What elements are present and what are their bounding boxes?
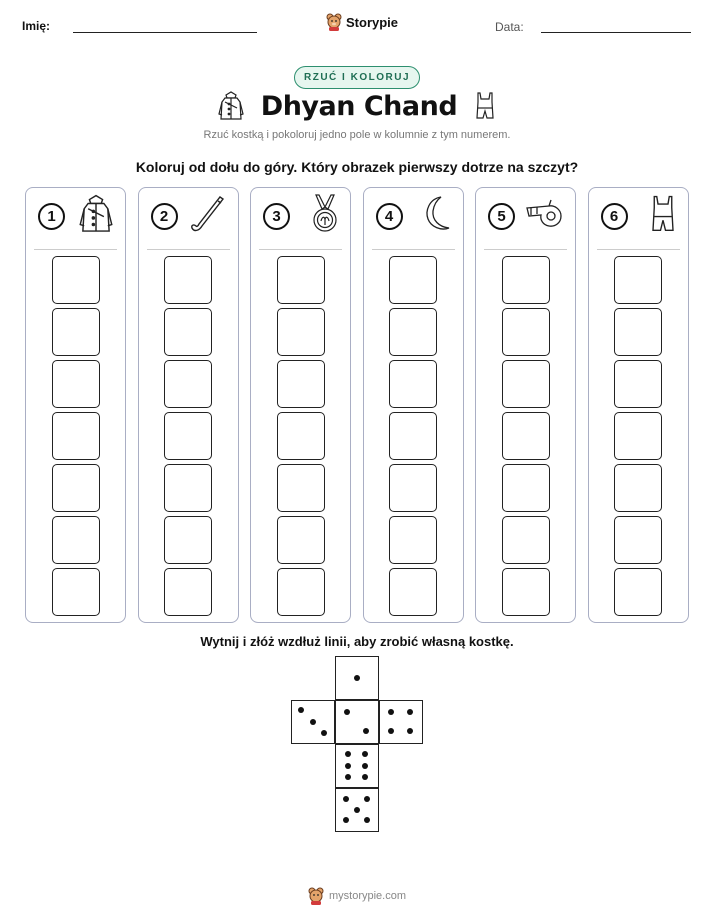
pip [344,709,350,715]
color-cell[interactable] [164,464,212,512]
color-cell[interactable] [614,464,662,512]
column-divider [147,249,230,250]
pip [362,763,368,769]
column-header [589,188,688,244]
color-cell[interactable] [52,360,100,408]
singlet-icon [473,91,497,121]
color-cell[interactable] [614,412,662,460]
instruction: Koloruj od dołu do góry. Który obrazek pierwszy dotrze na szczyt? [135,159,579,175]
column-number: 1 [38,203,65,230]
pip [388,709,394,715]
whistle-icon [523,196,565,237]
color-cell[interactable] [389,412,437,460]
pip [345,763,351,769]
pip [364,817,370,823]
color-cell[interactable] [502,568,550,616]
column-divider [34,249,117,250]
medal-icon [310,193,340,240]
color-cell[interactable] [389,568,437,616]
color-cell[interactable] [502,256,550,304]
date-label: Data: [495,20,524,34]
column-header [139,188,238,244]
color-cell[interactable] [164,360,212,408]
cell-stack [139,256,238,616]
pip [364,796,370,802]
bear-logo-icon [326,13,342,31]
column-6 [588,187,689,623]
color-cell[interactable] [614,256,662,304]
color-cell[interactable] [52,568,100,616]
bear-logo-icon [308,887,324,905]
singlet-icon [648,193,678,240]
pip [354,675,360,681]
column-header [251,188,350,244]
pip [407,709,413,715]
column-divider [259,249,342,250]
color-cell[interactable] [389,516,437,564]
color-cell[interactable] [389,360,437,408]
name-label: Imię: [22,19,51,33]
hockey-stick-icon [188,193,228,240]
color-cell[interactable] [164,568,212,616]
column-header [26,188,125,244]
title-row [0,90,714,122]
color-cell[interactable] [502,412,550,460]
footer-url[interactable]: mystorypie.com [328,890,407,902]
coat-icon [77,193,115,240]
column-number: 6 [601,203,628,230]
color-cell[interactable] [502,308,550,356]
die-face-5 [335,788,379,832]
cell-stack [26,256,125,616]
cell-stack [476,256,575,616]
pip [388,728,394,734]
column-2 [138,187,239,623]
color-cell[interactable] [52,412,100,460]
color-cell[interactable] [277,360,325,408]
pip [345,751,351,757]
column-header [476,188,575,244]
date-line[interactable] [541,32,691,33]
column-header [364,188,463,244]
crescent-moon-icon [417,193,453,240]
pip [354,807,360,813]
color-cell[interactable] [614,516,662,564]
die-face-1 [335,656,379,700]
pip [310,719,316,725]
column-divider [597,249,680,250]
cell-stack [251,256,350,616]
color-cell[interactable] [164,516,212,564]
column-number: 3 [263,203,290,230]
color-cell[interactable] [502,360,550,408]
color-cell[interactable] [277,464,325,512]
color-cell[interactable] [614,360,662,408]
pip [345,774,351,780]
column-4 [363,187,464,623]
die-face-3 [291,700,335,744]
column-1 [25,187,126,623]
color-cell[interactable] [52,308,100,356]
footer [0,887,714,905]
color-cell[interactable] [502,516,550,564]
color-cell[interactable] [52,516,100,564]
color-cell[interactable] [164,256,212,304]
die-face-2 [335,700,379,744]
die-face-4 [379,700,423,744]
cell-stack [364,256,463,616]
color-cell[interactable] [389,308,437,356]
column-number: 5 [488,203,515,230]
column-divider [484,249,567,250]
name-line[interactable] [73,32,257,33]
color-cell[interactable] [389,256,437,304]
color-cell[interactable] [277,256,325,304]
color-cell[interactable] [502,464,550,512]
color-cell[interactable] [277,412,325,460]
column-number: 2 [151,203,178,230]
page-title: Dhyan Chand [260,90,458,122]
color-cell[interactable] [389,464,437,512]
column-3 [250,187,351,623]
pip [363,728,369,734]
pip [407,728,413,734]
cut-instruction: Wytnij i złóż wzdłuż linii, aby zrobić własną kostkę. [200,634,514,649]
pip [343,817,349,823]
die-face-6 [335,744,379,788]
pip [298,707,304,713]
badge-wrap [0,66,714,89]
cell-stack [589,256,688,616]
color-cell[interactable] [614,308,662,356]
pip [362,774,368,780]
color-cell[interactable] [277,308,325,356]
color-cell[interactable] [52,464,100,512]
color-cell[interactable] [277,568,325,616]
color-cell[interactable] [277,516,325,564]
activity-badge: RZUĆ I KOLORUJ [294,66,420,89]
subtitle: Rzuć kostką i pokoloruj jedno pole w kolumnie z tym numerem. [203,129,511,141]
column-divider [372,249,455,250]
brand-logo [326,13,398,31]
pip [343,796,349,802]
column-5 [475,187,576,623]
color-cell[interactable] [614,568,662,616]
coat-icon [217,90,245,122]
brand-name: Storypie [346,14,399,30]
pip [321,730,327,736]
pip [362,751,368,757]
color-cell[interactable] [164,412,212,460]
color-cell[interactable] [52,256,100,304]
column-number: 4 [376,203,403,230]
color-cell[interactable] [164,308,212,356]
